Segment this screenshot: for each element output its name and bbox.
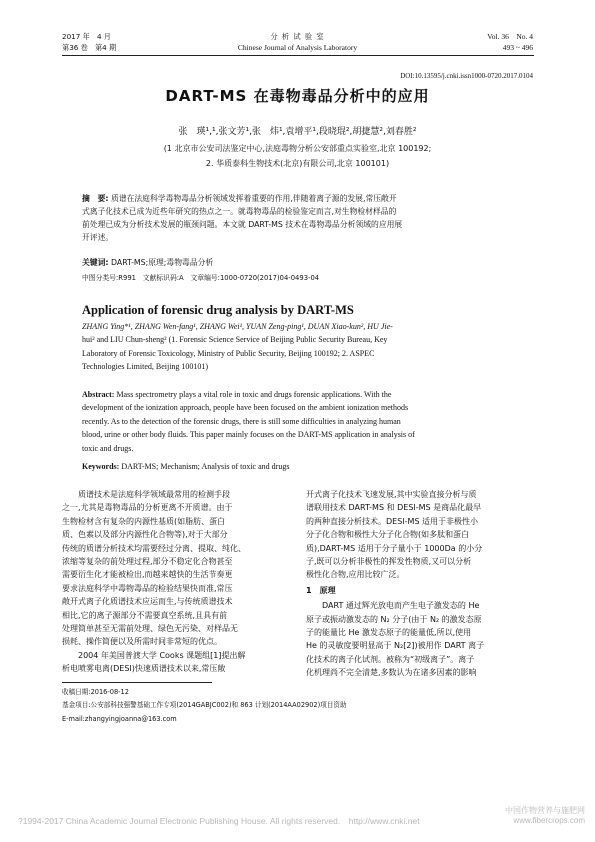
abstract-cn-line: 质谱在法庭科学毒物毒品分析领域发挥着重要的作用,伴随着离子源的发展,常压敞开	[111, 194, 397, 203]
authors-en-line: Laboratory of Forensic Toxicology, Ministry of Public Security, Beijing 100192; 2. ASPEC	[82, 348, 375, 358]
header-rule	[62, 55, 534, 56]
body-line: 原子或振动激发态的 N₂ 分子(由于 N₂ 的激发态原	[306, 614, 482, 624]
body-line: He 的灵敏度要明显高于 N₂[2])被用作 DART 离子	[306, 641, 485, 651]
authors-en-line: hui² and LIU Chun-sheng² (1. Forensic Science Service of Beijing Public Security Bureau, Key	[82, 335, 388, 345]
abstract-en	[82, 388, 522, 455]
title-cn: DART-MS 在毒物毒品分析中的应用	[165, 87, 430, 105]
body-line: 分子化合物和极性大分子化合物(如多肽和蛋白	[306, 530, 470, 540]
body-line: 质、色素以及部分内源性化合物等),对于大部分	[62, 530, 228, 540]
journal-name-en: Chinese Journal of Analysis Laboratory	[237, 43, 358, 52]
body-line: 化技术的离子化试剂。被称为“初级离子”。离子	[306, 654, 475, 664]
affiliation-cn-2: 2. 华质泰科生物技术(北京)有限公司,北京 100101)	[205, 159, 390, 168]
body-right-column	[306, 488, 536, 680]
body-line: 需要衍生化才能被检出,而越来越快的生活节奏更	[62, 570, 233, 580]
body-line: 浓缩等复杂的前处理过程,部分不稳定化合物甚至	[62, 557, 233, 567]
abstract-cn-line: 式离子化技术已成为近些年研究的热点之一。就毒物毒品的检验鉴定而言,对生物检材样品的	[82, 207, 397, 216]
keywords-en-text: DART-MS; Mechanism; Analysis of toxic and drugs	[121, 462, 290, 471]
journal-name-cn: 分 析 试 验 室	[270, 32, 325, 41]
authors-cn: 张 瑛¹,¹,张文芳¹,张 炜¹,袁增平¹,段晓琨²,胡捷慧²,刘春胜²	[178, 127, 417, 137]
abstract-cn	[82, 192, 522, 244]
authors-en-line: ZHANG Ying*¹, ZHANG Wen-fang¹, ZHANG Wei¹, YUAN Zeng-ping¹, DUAN Xiao-kun², HU Jie-	[82, 322, 393, 331]
keywords-cn	[82, 257, 213, 268]
section-heading: 1 原理	[306, 585, 336, 595]
abstract-en-line: development of the ionization approach, people have been focused on the ambient ionization methods	[82, 403, 409, 413]
body-line: 开式离子化技术飞速发展,其中实验直接分析与质	[306, 490, 477, 499]
body-line: 传统的质谱分析技术均需要经过分离、提取、纯化、	[62, 543, 246, 553]
authors-en-line: Technologies Limited, Beijing 100101)	[82, 362, 209, 372]
body-line: 要求法庭科学中毒物毒品的检验结果快而准,常压	[62, 583, 233, 593]
footnote-fund: 基金项目:公安部科技强警基础工作专项(2014GABJC002)和 863 计划(2014AA02902)项目资助	[62, 701, 347, 709]
volume-en: Vol. 36 No. 4	[487, 32, 533, 41]
body-line: 的两种直接分析技术。DESI-MS 适用于非极性小	[306, 516, 479, 526]
footnote-received: 收稿日期:2016-08-12	[62, 688, 129, 696]
abstract-en-line: toxic and drugs.	[82, 443, 134, 453]
body-line: 质谱技术是法庭科学领域最常用的检测手段	[62, 490, 230, 499]
body-line: 损耗、操作简便以及所需时间非常短的优点。	[62, 637, 222, 647]
issue-date: 2017 年 4 月	[62, 32, 111, 41]
keywords-en-label: Keywords:	[82, 462, 120, 471]
footnote-email: E-mail:zhangyingjoanna@163.com	[62, 715, 177, 723]
body-line: 析电喷雾电离(DESI)快速质谱技术以来,常压敞	[62, 664, 226, 674]
affiliation-cn-1: (1 北京市公安司法鉴定中心,法庭毒物分析公安部重点实验室,北京 100192;	[163, 144, 432, 153]
body-left-column	[62, 488, 294, 676]
footnote-rule	[62, 682, 212, 683]
body-line: 化机理尚不完全清楚,多数认为在诸多因素的影响	[306, 668, 477, 678]
keywords-cn-text: DART-MS;原理;毒物毒品分析	[111, 258, 214, 267]
body-line: 生物检材含有复杂的内源性基质(如脂肪、蛋白	[62, 516, 226, 526]
abstract-en-line: blood, urine or other body fluids. This paper mainly focuses on the DART-MS application in analysis of	[82, 430, 415, 440]
authors-en	[82, 320, 522, 374]
body-line: 相比,它的离子源部分不需要真空系统,且具有前	[62, 610, 228, 620]
body-line: 极性化合物,应用比较广泛。	[306, 570, 405, 580]
doi: DOI:10.13595/j.cnki.issn1000-0720.2017.0104	[400, 72, 533, 80]
abstract-cn-label: 摘 要:	[82, 194, 109, 203]
body-line: 子的能量比 He 激发态原子的能量低,所以,使用	[306, 628, 472, 638]
watermark-site: 中国作物营养与施肥网 www.fibercrops.com	[505, 806, 585, 825]
page-range: 493 ~ 496	[502, 43, 533, 52]
body-line: 2004 年美国普渡大学 Cooks 课题组[1]提出解	[62, 650, 246, 660]
abstract-cn-line: 开评述。	[82, 233, 114, 242]
body-line: 谱联用技术 DART-MS 和 DESI-MS 是商品化最早	[306, 503, 482, 513]
volume-number: 第36 卷 第4 期	[62, 43, 117, 52]
body-line: 处理简单甚至无需前处理、绿色无污染、对样品无	[62, 624, 238, 634]
body-line: DART 通过辉光放电而产生电子激发态的 He	[306, 601, 480, 611]
body-line: 子,既可以分析非极性的挥发性物质,又可以分析	[306, 557, 472, 567]
body-line: 之一,尤其是毒物毒品的分析更离不开质谱。由于	[62, 503, 233, 513]
keywords-cn-label: 关键词:	[82, 258, 109, 267]
abstract-en-line: recently. As to the detection of the forensic drugs, there is still some difficulties in analyzing human	[82, 416, 401, 426]
abstract-en-line: Mass spectrometry plays a vital role in toxic and drugs forensic applications. With the	[116, 390, 392, 399]
abstract-en-label: Abstract:	[82, 390, 115, 399]
classification-cn: 中图分类号:R991 文献标识码:A 文章编号:1000-0720(2017)04-0493-04	[82, 274, 320, 282]
title-en: Application of forensic drug analysis by DART-MS	[82, 303, 354, 317]
watermark-copyright: ?1994-2017 China Academic Journal Electronic Publishing House. All rights reserved. http://www.cnki.net	[18, 816, 420, 826]
abstract-cn-line: 前处理已成为分析技术发展的瓶颈问题。本文就 DART-MS 技术在毒物毒品分析领域的应用展	[82, 220, 403, 229]
body-line: 敞开式离子化质谱技术应运而生,与传统质谱技术	[62, 597, 233, 607]
keywords-en	[82, 462, 289, 471]
body-line: 质),DART-MS 适用于分子量小于 1000Da 的小分	[306, 543, 483, 553]
